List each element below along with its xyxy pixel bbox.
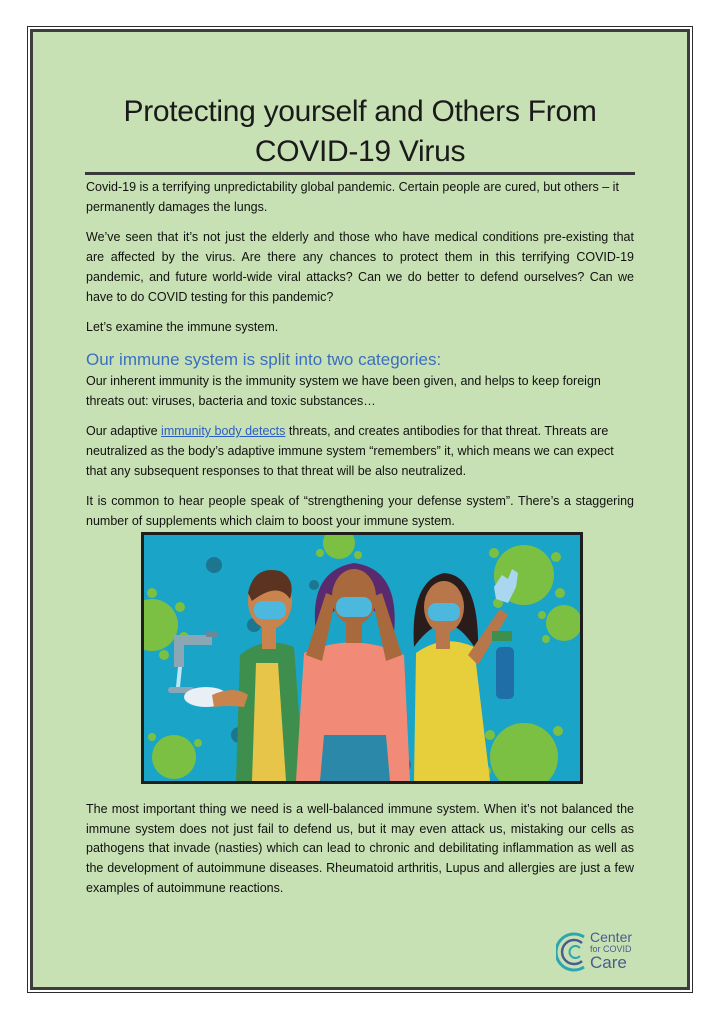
logo-text xyxy=(590,930,632,971)
article-body xyxy=(86,178,634,543)
page-title xyxy=(33,92,687,172)
virus-icon xyxy=(309,580,319,590)
center-for-covid-care-logo xyxy=(556,929,648,977)
title-line-1: Protecting yourself and Others From xyxy=(123,95,597,128)
immunity-body-detects-link[interactable]: immunity body detects xyxy=(161,424,286,439)
logo-line-2: for COVID xyxy=(590,944,632,954)
logo-line-3: Care xyxy=(590,953,627,972)
adaptive-suffix: threats, and creates antibodies for that threat. Threats are neutralized as the body’s adaptive immune system “remembers” it, which means we can expect that any subsequent responses to that threat will be also neutralized. xyxy=(86,424,614,478)
intro-paragraph: Covid-19 is a terrifying unpredictability global pandemic. Certain people are cured, but others – it permanently damages the lungs. xyxy=(86,180,619,214)
supplements-paragraph: It is common to hear people speak of “strengthening your defense system”. There’s a staggering number of supplements which claim to boost your immune system. xyxy=(86,494,634,529)
title-line-2: COVID-19 Virus xyxy=(254,135,466,168)
title-divider xyxy=(85,172,635,175)
inherent-immunity-paragraph: Our inherent immunity is the immunity system we have been given, and helps to keep foreign threats out: viruses, bacteria and toxic substances… xyxy=(86,373,601,408)
closing-text xyxy=(86,800,634,899)
examine-paragraph: Let’s examine the immune system. xyxy=(86,320,279,335)
adaptive-prefix: Our adaptive xyxy=(86,424,162,439)
elderly-paragraph: We’ve seen that it’s not just the elderly and those who have medical conditions pre-existing that are affected by the virus. Are there any chances to protect them in this terrifying COVID-19 pandemic, and future world-wide viral attacks? Can we do better to defend ourselves? Can we have to do COVID testing for this pandemic? xyxy=(86,230,634,304)
covid-protection-illustration xyxy=(141,532,583,784)
virus-icon xyxy=(206,557,222,573)
document-page xyxy=(30,29,690,990)
closing-paragraph: The most important thing we need is a well-balanced immune system. When it’s not balanced the immune system does not just fail to defend us, but it may even attack us, mistaking our cells as pathogens that invade (nasties) which can lead to chronic and debilitating inflammation as well as the development of autoimmune diseases. Rheumatoid arthritis, Lupus and allergies are just a few examples of autoimmune reactions. xyxy=(86,802,634,895)
logo-line-1: Center xyxy=(590,929,633,945)
section-heading: Our immune system is split into two categories: xyxy=(86,349,442,369)
logo-mark-icon xyxy=(556,929,590,975)
adaptive-immunity-paragraph xyxy=(86,422,634,481)
